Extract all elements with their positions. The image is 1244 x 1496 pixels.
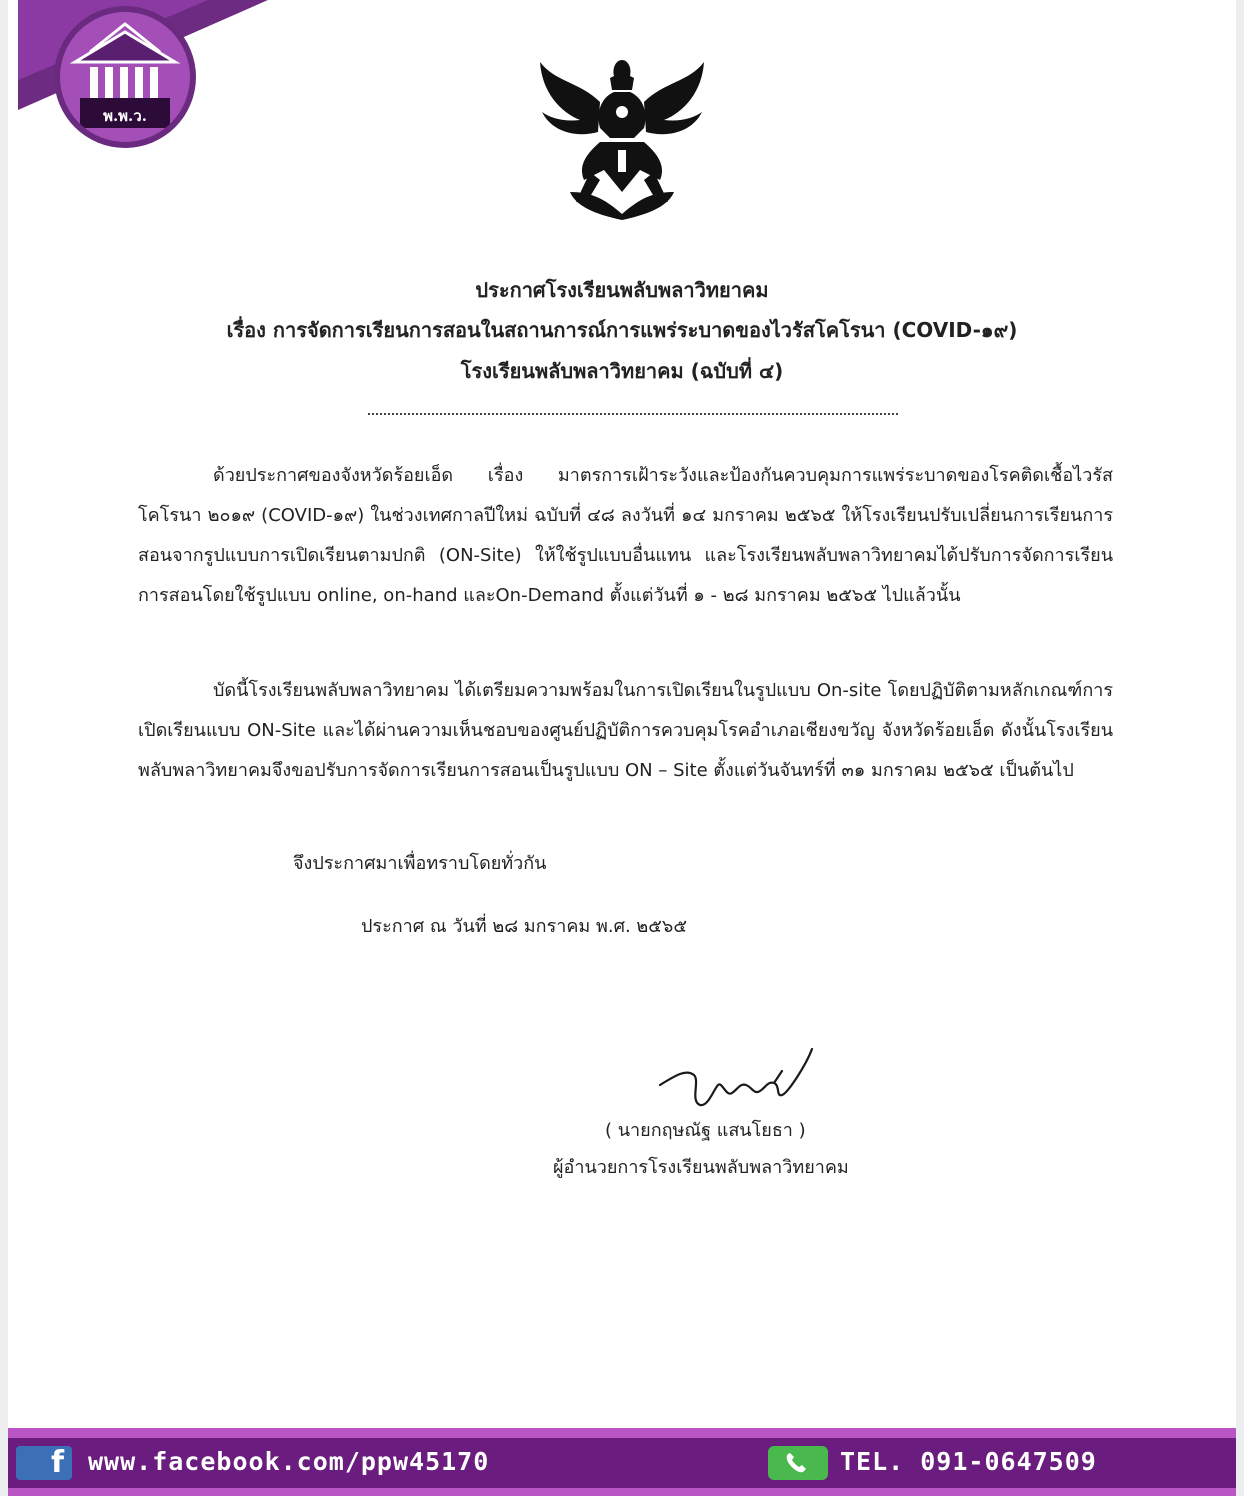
body-paragraph-1: ด้วยประกาศของจังหวัดร้อยเอ็ด เรื่อง มาตรการเฝ้าระวังและป้องกันควบคุมการแพร่ระบาดของโรคติดเชื้อไวรัสโคโรนา ๒๐๑๙ (COVID-๑๙) ในช่วงเทศกาลปีใหม่ ฉบับที่ ๔๘ ลงวันที่ ๑๔ มกราคม ๒๕๖๕ ให้โรงเรียนปรับเปลี่ยนการเรียนการสอนจากรูปแบบการเปิดเรียนตามปกติ (ON-Site) ให้ใช้รูปแบบอื่นแทน และโรงเรียนพลับพลาวิทยาคมได้ปรับการจัดการเรียนการสอนโดยใช้รูปแบบ online, on-hand และOn-Demand ตั้งแต่วันที่ ๑ - ๒๘ มกราคม ๒๕๖๕ ไปแล้วนั้น (138, 465, 1113, 606)
document-page (8, 0, 1236, 1496)
facebook-icon: f (16, 1446, 72, 1480)
footer-inner (8, 1438, 1236, 1488)
signatory-name: ( นายกฤษณัฐ แสนโยธา ) (605, 1120, 806, 1141)
dotted-divider (368, 413, 898, 415)
body-paragraph-2: บัดนี้โรงเรียนพลับพลาวิทยาคม ได้เตรียมความพร้อมในการเปิดเรียนในรูปแบบ On-site โดยปฏิบัติตามหลักเกณฑ์การเปิดเรียนแบบ ON-Site และได้ผ่านความเห็นชอบของศูนย์ปฏิบัติการควบคุมโรคอำเภอเชียงขวัญ จังหวัดร้อยเอ็ด ดังนั้นโรงเรียนพลับพลาวิทยาคมจึงขอปรับการจัดการเรียนการสอนเป็นรูปแบบ ON – Site ตั้งแต่วันจันทร์ที่ ๓๑ มกราคม ๒๕๖๕ เป็นต้นไป (138, 680, 1113, 781)
footer-bar (8, 1428, 1236, 1496)
school-logo (60, 12, 190, 142)
signature-image (656, 1045, 826, 1115)
facebook-link[interactable]: www.facebook.com/ppw45170 (88, 1447, 490, 1476)
announcement-title: ประกาศโรงเรียนพลับพลาวิทยาคม (475, 278, 769, 302)
telephone-number[interactable]: TEL. 091-0647509 (840, 1447, 1097, 1476)
announcement-issue: โรงเรียนพลับพลาวิทยาคม (ฉบับที่ ๔) (460, 359, 784, 383)
garuda-emblem-icon (530, 42, 715, 227)
phone-icon (768, 1446, 828, 1480)
announcement-subject: เรื่อง การจัดการเรียนการสอนในสถานการณ์การแพร่ระบาดของไวรัสโคโรนา (COVID-๑๙) (226, 318, 1018, 342)
announcement-date: ประกาศ ณ วันที่ ๒๘ มกราคม พ.ศ. ๒๕๖๕ (361, 916, 687, 937)
closing-line: จึงประกาศมาเพื่อทราบโดยทั่วกัน (293, 853, 547, 874)
signatory-title: ผู้อำนวยการโรงเรียนพลับพลาวิทยาคม (553, 1157, 849, 1178)
logo-text: พ.พ.ว. (103, 107, 147, 125)
